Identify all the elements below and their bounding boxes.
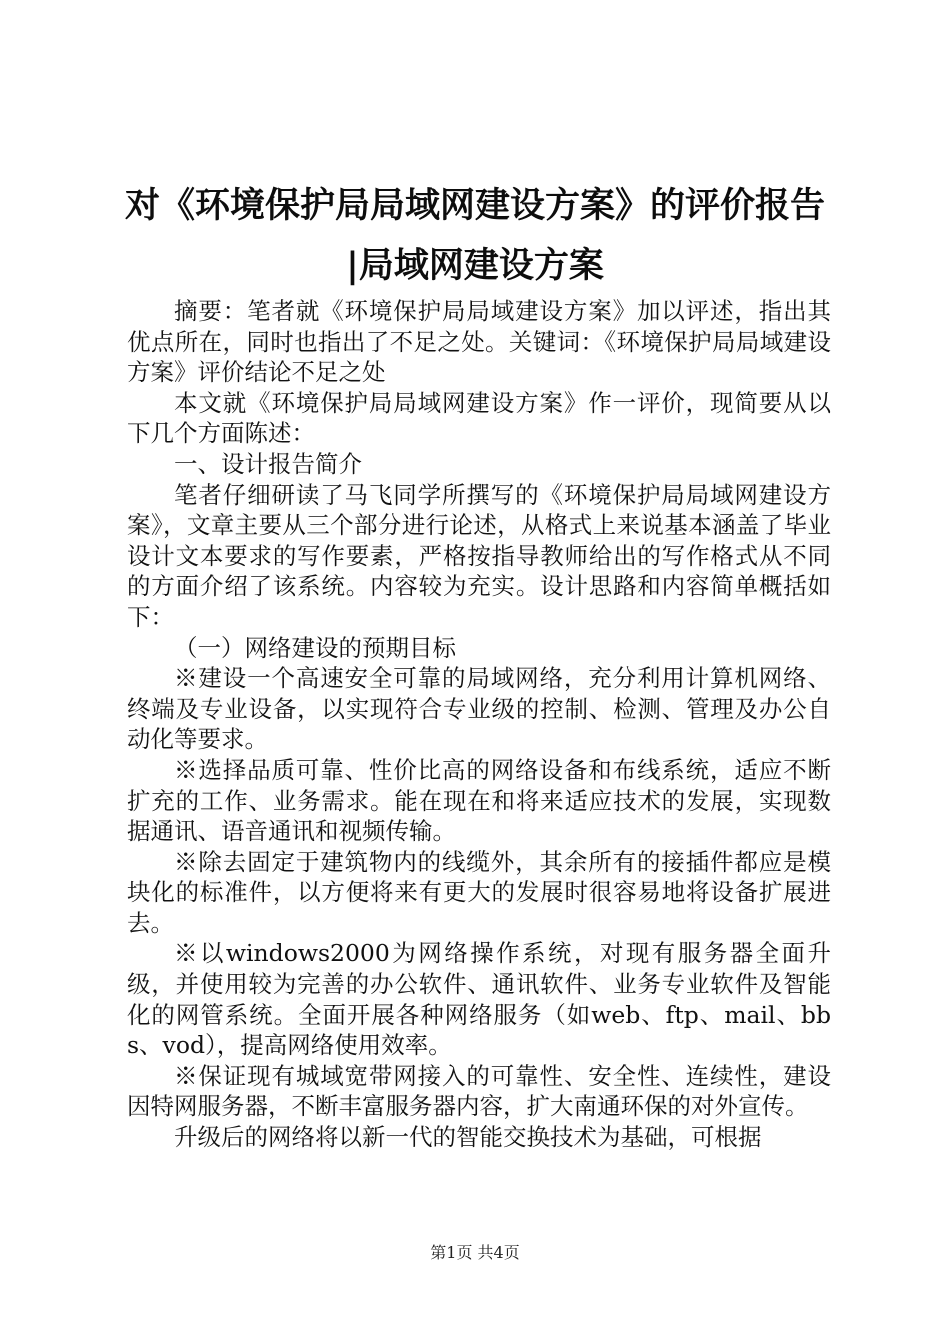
goal-item: ※保证现有城域宽带网接入的可靠性、安全性、连续性，建设因特网服务器，不断丰富服务器内容，扩大南通环保的对外宣传。 (127, 1061, 831, 1121)
document-title-line-2: |局域网建设方案 (346, 245, 604, 286)
document-body (127, 296, 831, 1153)
goal-item: ※选择品质可靠、性价比高的网络设备和布线系统，适应不断扩充的工作、业务需求。能在现在和将来适应技术的发展，实现数据通讯、语音通讯和视频传输。 (127, 755, 831, 846)
abstract-paragraph: 摘要：笔者就《环境保护局局域建设方案》加以评述，指出其优点所在，同时也指出了不足之处。关键词：《环境保护局局域建设方案》评价结论不足之处 (127, 297, 831, 387)
body-paragraph: 笔者仔细研读了马飞同学所撰写的《环境保护局局域网建设方案》，文章主要从三个部分进行论述，从格式上来说基本涵盖了毕业设计文本要求的写作要素，严格按指导教师给出的写作格式从不同的方面介绍了该系统。内容较为充实。设计思路和内容简单概括如下： (127, 480, 831, 631)
body-paragraph: 升级后的网络将以新一代的智能交换技术为基础，可根据 (174, 1123, 762, 1152)
intro-paragraph: 本文就《环境保护局局域网建设方案》作一评价，现简要从以下几个方面陈述： (127, 388, 831, 448)
goal-item: ※以windows2000为网络操作系统，对现有服务器全面升级，并使用较为完善的办公软件、通讯软件、业务专业软件及智能化的网管系统。全面开展各种网络服务（如web、ftp、mail、bbs、vod），提高网络使用效率。 (127, 939, 831, 1060)
document-title-line-1: 对《环境保护局局域网建设方案》的评价报告 (124, 185, 825, 226)
goal-item: ※建设一个高速安全可靠的局域网络，充分利用计算机网络、终端及专业设备，以实现符合专业级的控制、检测、管理及办公自动化等要求。 (127, 664, 831, 754)
page-number-footer: 第1页 共4页 (430, 1243, 520, 1262)
goal-item: ※除去固定于建筑物内的线缆外，其余所有的接插件都应是模块化的标准件，以方便将来有更大的发展时很容易地将设备扩展进去。 (127, 847, 831, 937)
subsection-heading: （一）网络建设的预期目标 (174, 633, 456, 662)
section-heading: 一、设计报告简介 (174, 449, 362, 478)
